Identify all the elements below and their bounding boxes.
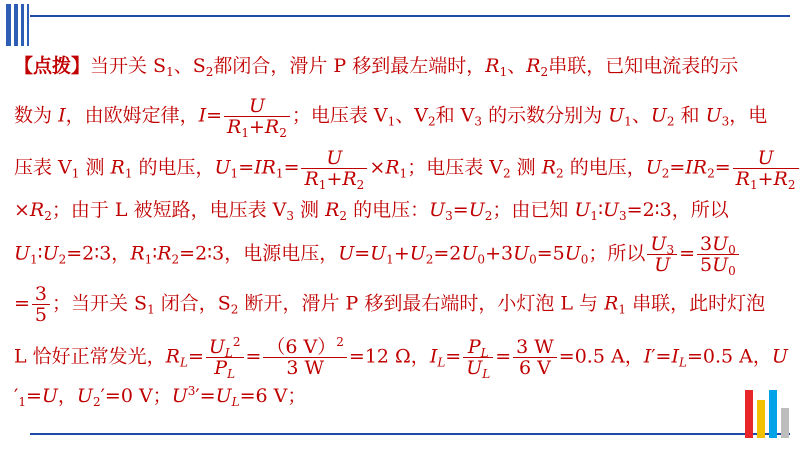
footer-bar-yellow (757, 400, 765, 438)
fraction: $\frac{3 W}{6 V}$ (513, 337, 557, 378)
text-line-2: 数为 I，由欧姆定律，I= $\frac{U}{R_1+R_2}$ ；电压表 $V_1$、$V_2$和 $V_3$ 的示数分别为 $U_1$、$U_2$ 和 $U_3$，电 (14, 95, 768, 140)
text-line-6: = $\frac{3}{5}$ ；当开关 $S_1$ 闭合，$S_2$ 断开，滑片 P 移到最右端时，小灯泡 L 与 $R_1$ 串联，此时灯泡 (14, 283, 766, 326)
header-bar-3 (21, 4, 24, 46)
text-line-7: L 恰好正常发光，$R_L=$ $\frac{U_L^2}{P_L}$ = $\frac{(6 V)^2}{3 W}$ =12 Ω，$I_L=$ $\frac{P_L}{U_L}$ = $\frac{3 W}{6 V}$ =0.5 A，$I'=I_L=0.5$ A，U (14, 335, 788, 381)
fraction: $\frac{(6 V)^2}{3 W}$ (263, 337, 347, 378)
text-line-3: 压表 $V_1$ 测 $R_1$ 的电压，$U_1=IR_1=$ $\frac{U}{R_1+R_2}$ $\times R_1$；电压表 $V_2$ 测 $R_2$ 的电压，$U_2=IR_2=$ $\frac{U}{R_1+R_2}$ (14, 148, 800, 176)
footer-bar-gray (781, 408, 789, 438)
fraction: $\frac{U}{R_1+R_2}$ (301, 148, 367, 189)
text-line-1: 【点拨】当开关 $S_1$、$S_2$都闭合，滑片 P 移到最左端时，$R_1$、$R_2$串联，已知电流表的示 (14, 55, 739, 79)
fraction: $\frac{U_3}{U}$ (647, 234, 677, 275)
footer-bar-blue (769, 390, 777, 438)
hint-tag: 【点拨】 (14, 55, 91, 77)
header-rule (30, 15, 790, 17)
header-bar-1 (6, 4, 11, 46)
fraction: $\frac{3U_0}{5U_0}$ (697, 234, 739, 275)
text-line-4: $\times R_2$；由于 L 被短路，电压表 $V_3$ 测 $R_2$ 的电压：$U_3=U_2$；由已知 $U_1∶U_3=2∶3$，所以 (14, 199, 729, 223)
text-line-5: $U_1∶U_2=2∶3$，$R_1∶R_2=2∶3$，电源电压，$U=U_1+U_2=2U_0+3U_0=5U_0$；所以 $\frac{U_3}{U}$ = $\frac{3U_0}{5U_0}$ (14, 234, 741, 262)
fraction: $\frac{U}{R_1+R_2}$ (224, 96, 290, 137)
fraction: $\frac{U_L^2}{P_L}$ (206, 337, 244, 378)
fraction: $\frac{3}{5}$ (32, 284, 50, 325)
fraction: $\frac{U}{R_1+R_2}$ (733, 148, 799, 189)
footer-bar-red (745, 390, 753, 438)
header-bar-4 (27, 4, 29, 46)
fraction: $\frac{P_L}{U_L}$ (463, 337, 493, 378)
text-line-8: $'_1=U$，$U_2'=0$ V；$U^3'=U_L=6$ V； (14, 384, 307, 409)
header-bar-2 (14, 4, 18, 46)
footer-rule (30, 433, 790, 435)
